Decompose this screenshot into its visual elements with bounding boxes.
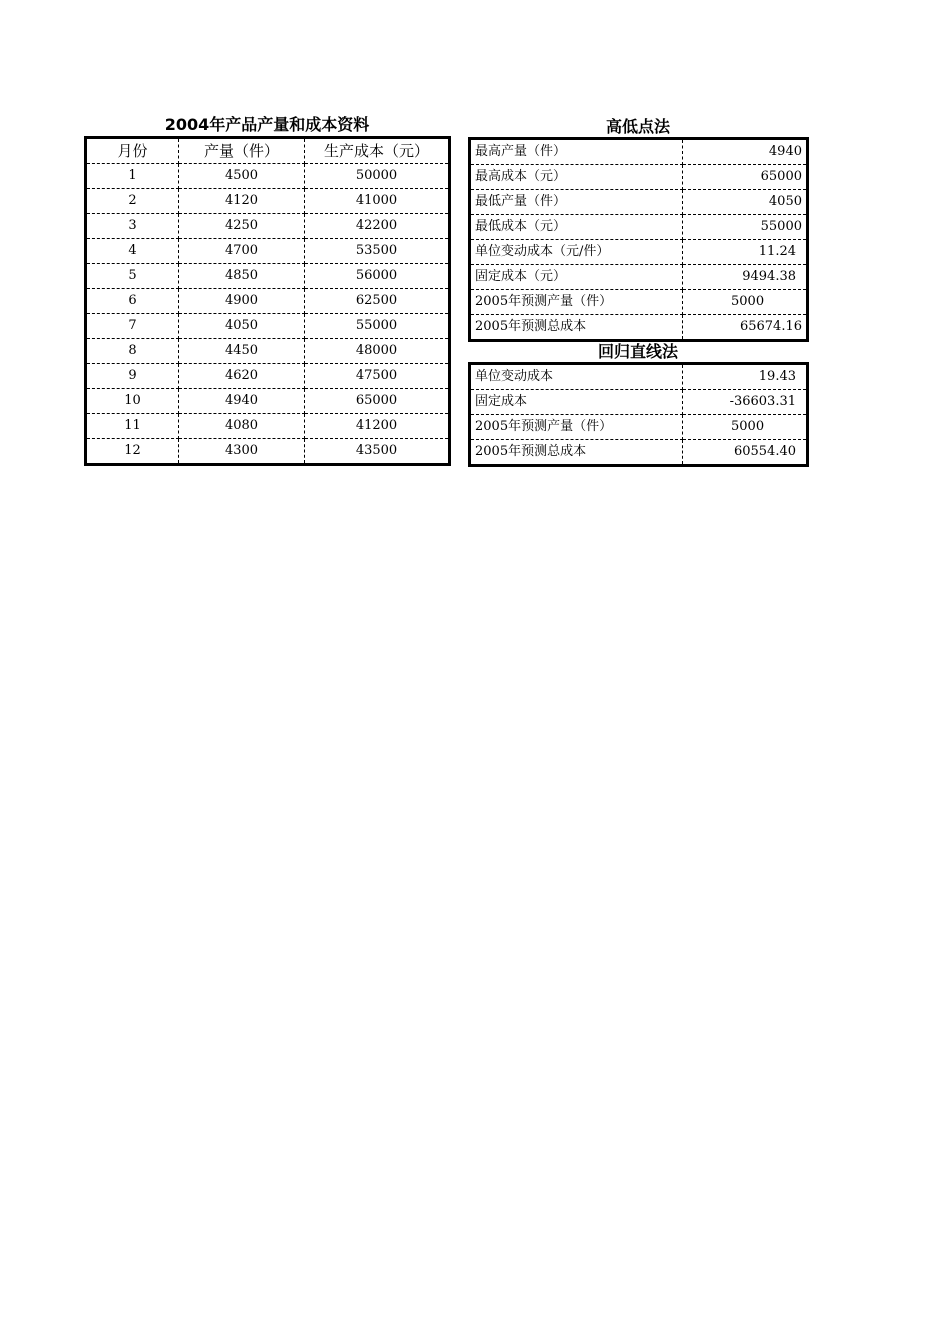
table-row bbox=[470, 215, 808, 240]
table-row bbox=[86, 239, 450, 264]
table-row bbox=[470, 364, 808, 390]
table-header-row bbox=[86, 138, 450, 164]
table-row bbox=[470, 165, 808, 190]
table-row bbox=[86, 164, 450, 189]
cost-cell: 53500 bbox=[305, 239, 450, 264]
item-value: 55000 bbox=[683, 215, 808, 240]
month-cell: 2 bbox=[86, 189, 179, 214]
item-label: 2005年预测总成本 bbox=[470, 315, 683, 341]
table-row bbox=[86, 414, 450, 439]
output-cell: 4120 bbox=[179, 189, 305, 214]
table-row bbox=[86, 289, 450, 314]
item-value: -36603.31 bbox=[683, 390, 808, 415]
output-cell: 4450 bbox=[179, 339, 305, 364]
production-cost-table bbox=[84, 136, 451, 466]
month-cell: 6 bbox=[86, 289, 179, 314]
cost-cell: 41200 bbox=[305, 414, 450, 439]
item-label: 固定成本 bbox=[470, 390, 683, 415]
cost-cell: 62500 bbox=[305, 289, 450, 314]
output-cell: 4050 bbox=[179, 314, 305, 339]
table-row bbox=[470, 390, 808, 415]
month-cell: 4 bbox=[86, 239, 179, 264]
item-label: 单位变动成本（元/件） bbox=[470, 240, 683, 265]
output-cell: 4850 bbox=[179, 264, 305, 289]
output-cell: 4620 bbox=[179, 364, 305, 389]
regression-table bbox=[468, 362, 809, 467]
item-value: 4940 bbox=[683, 139, 808, 165]
month-cell: 7 bbox=[86, 314, 179, 339]
cost-cell: 43500 bbox=[305, 439, 450, 465]
item-value: 65674.16 bbox=[683, 315, 808, 341]
month-cell: 5 bbox=[86, 264, 179, 289]
month-cell: 10 bbox=[86, 389, 179, 414]
item-value: 60554.40 bbox=[683, 440, 808, 466]
item-value: 4050 bbox=[683, 190, 808, 215]
item-value: 65000 bbox=[683, 165, 808, 190]
table-row bbox=[470, 415, 808, 440]
header-month: 月份 bbox=[86, 138, 179, 164]
table-row bbox=[470, 190, 808, 215]
output-cell: 4300 bbox=[179, 439, 305, 465]
month-cell: 11 bbox=[86, 414, 179, 439]
item-value: 19.43 bbox=[683, 364, 808, 390]
item-value: 5000 bbox=[683, 415, 808, 440]
high-low-table bbox=[468, 137, 809, 342]
output-cell: 4700 bbox=[179, 239, 305, 264]
item-label: 单位变动成本 bbox=[470, 364, 683, 390]
cost-cell: 42200 bbox=[305, 214, 450, 239]
table-row bbox=[86, 189, 450, 214]
output-cell: 4500 bbox=[179, 164, 305, 189]
cost-cell: 41000 bbox=[305, 189, 450, 214]
item-label: 最低产量（件） bbox=[470, 190, 683, 215]
cost-cell: 48000 bbox=[305, 339, 450, 364]
table-row bbox=[86, 314, 450, 339]
item-label: 最低成本（元） bbox=[470, 215, 683, 240]
month-cell: 12 bbox=[86, 439, 179, 465]
item-label: 最高成本（元） bbox=[470, 165, 683, 190]
month-cell: 9 bbox=[86, 364, 179, 389]
table-row bbox=[470, 315, 808, 341]
table-row bbox=[470, 440, 808, 466]
cost-cell: 65000 bbox=[305, 389, 450, 414]
table-row bbox=[470, 240, 808, 265]
table-row bbox=[86, 439, 450, 465]
cost-cell: 56000 bbox=[305, 264, 450, 289]
month-cell: 1 bbox=[86, 164, 179, 189]
item-value: 5000 bbox=[683, 290, 808, 315]
table-row bbox=[86, 264, 450, 289]
header-cost: 生产成本（元） bbox=[305, 138, 450, 164]
item-label: 2005年预测产量（件） bbox=[470, 290, 683, 315]
item-value: 11.24 bbox=[683, 240, 808, 265]
item-label: 最高产量（件） bbox=[470, 139, 683, 165]
cost-cell: 50000 bbox=[305, 164, 450, 189]
header-output: 产量（件） bbox=[179, 138, 305, 164]
month-cell: 3 bbox=[86, 214, 179, 239]
item-label: 固定成本（元） bbox=[470, 265, 683, 290]
output-cell: 4940 bbox=[179, 389, 305, 414]
output-cell: 4080 bbox=[179, 414, 305, 439]
table-row bbox=[86, 339, 450, 364]
cost-cell: 55000 bbox=[305, 314, 450, 339]
high-low-title: 高低点法 bbox=[605, 117, 670, 136]
item-value: 9494.38 bbox=[683, 265, 808, 290]
table-row bbox=[86, 389, 450, 414]
output-cell: 4900 bbox=[179, 289, 305, 314]
cost-cell: 47500 bbox=[305, 364, 450, 389]
table-row bbox=[86, 214, 450, 239]
table-row bbox=[470, 290, 808, 315]
month-cell: 8 bbox=[86, 339, 179, 364]
item-label: 2005年预测产量（件） bbox=[470, 415, 683, 440]
output-cell: 4250 bbox=[179, 214, 305, 239]
table-row bbox=[470, 265, 808, 290]
left-table-title: 2004年产品产量和成本资料 bbox=[164, 115, 370, 134]
table-row bbox=[470, 139, 808, 165]
regression-title: 回归直线法 bbox=[597, 342, 678, 361]
table-row bbox=[86, 364, 450, 389]
item-label: 2005年预测总成本 bbox=[470, 440, 683, 466]
